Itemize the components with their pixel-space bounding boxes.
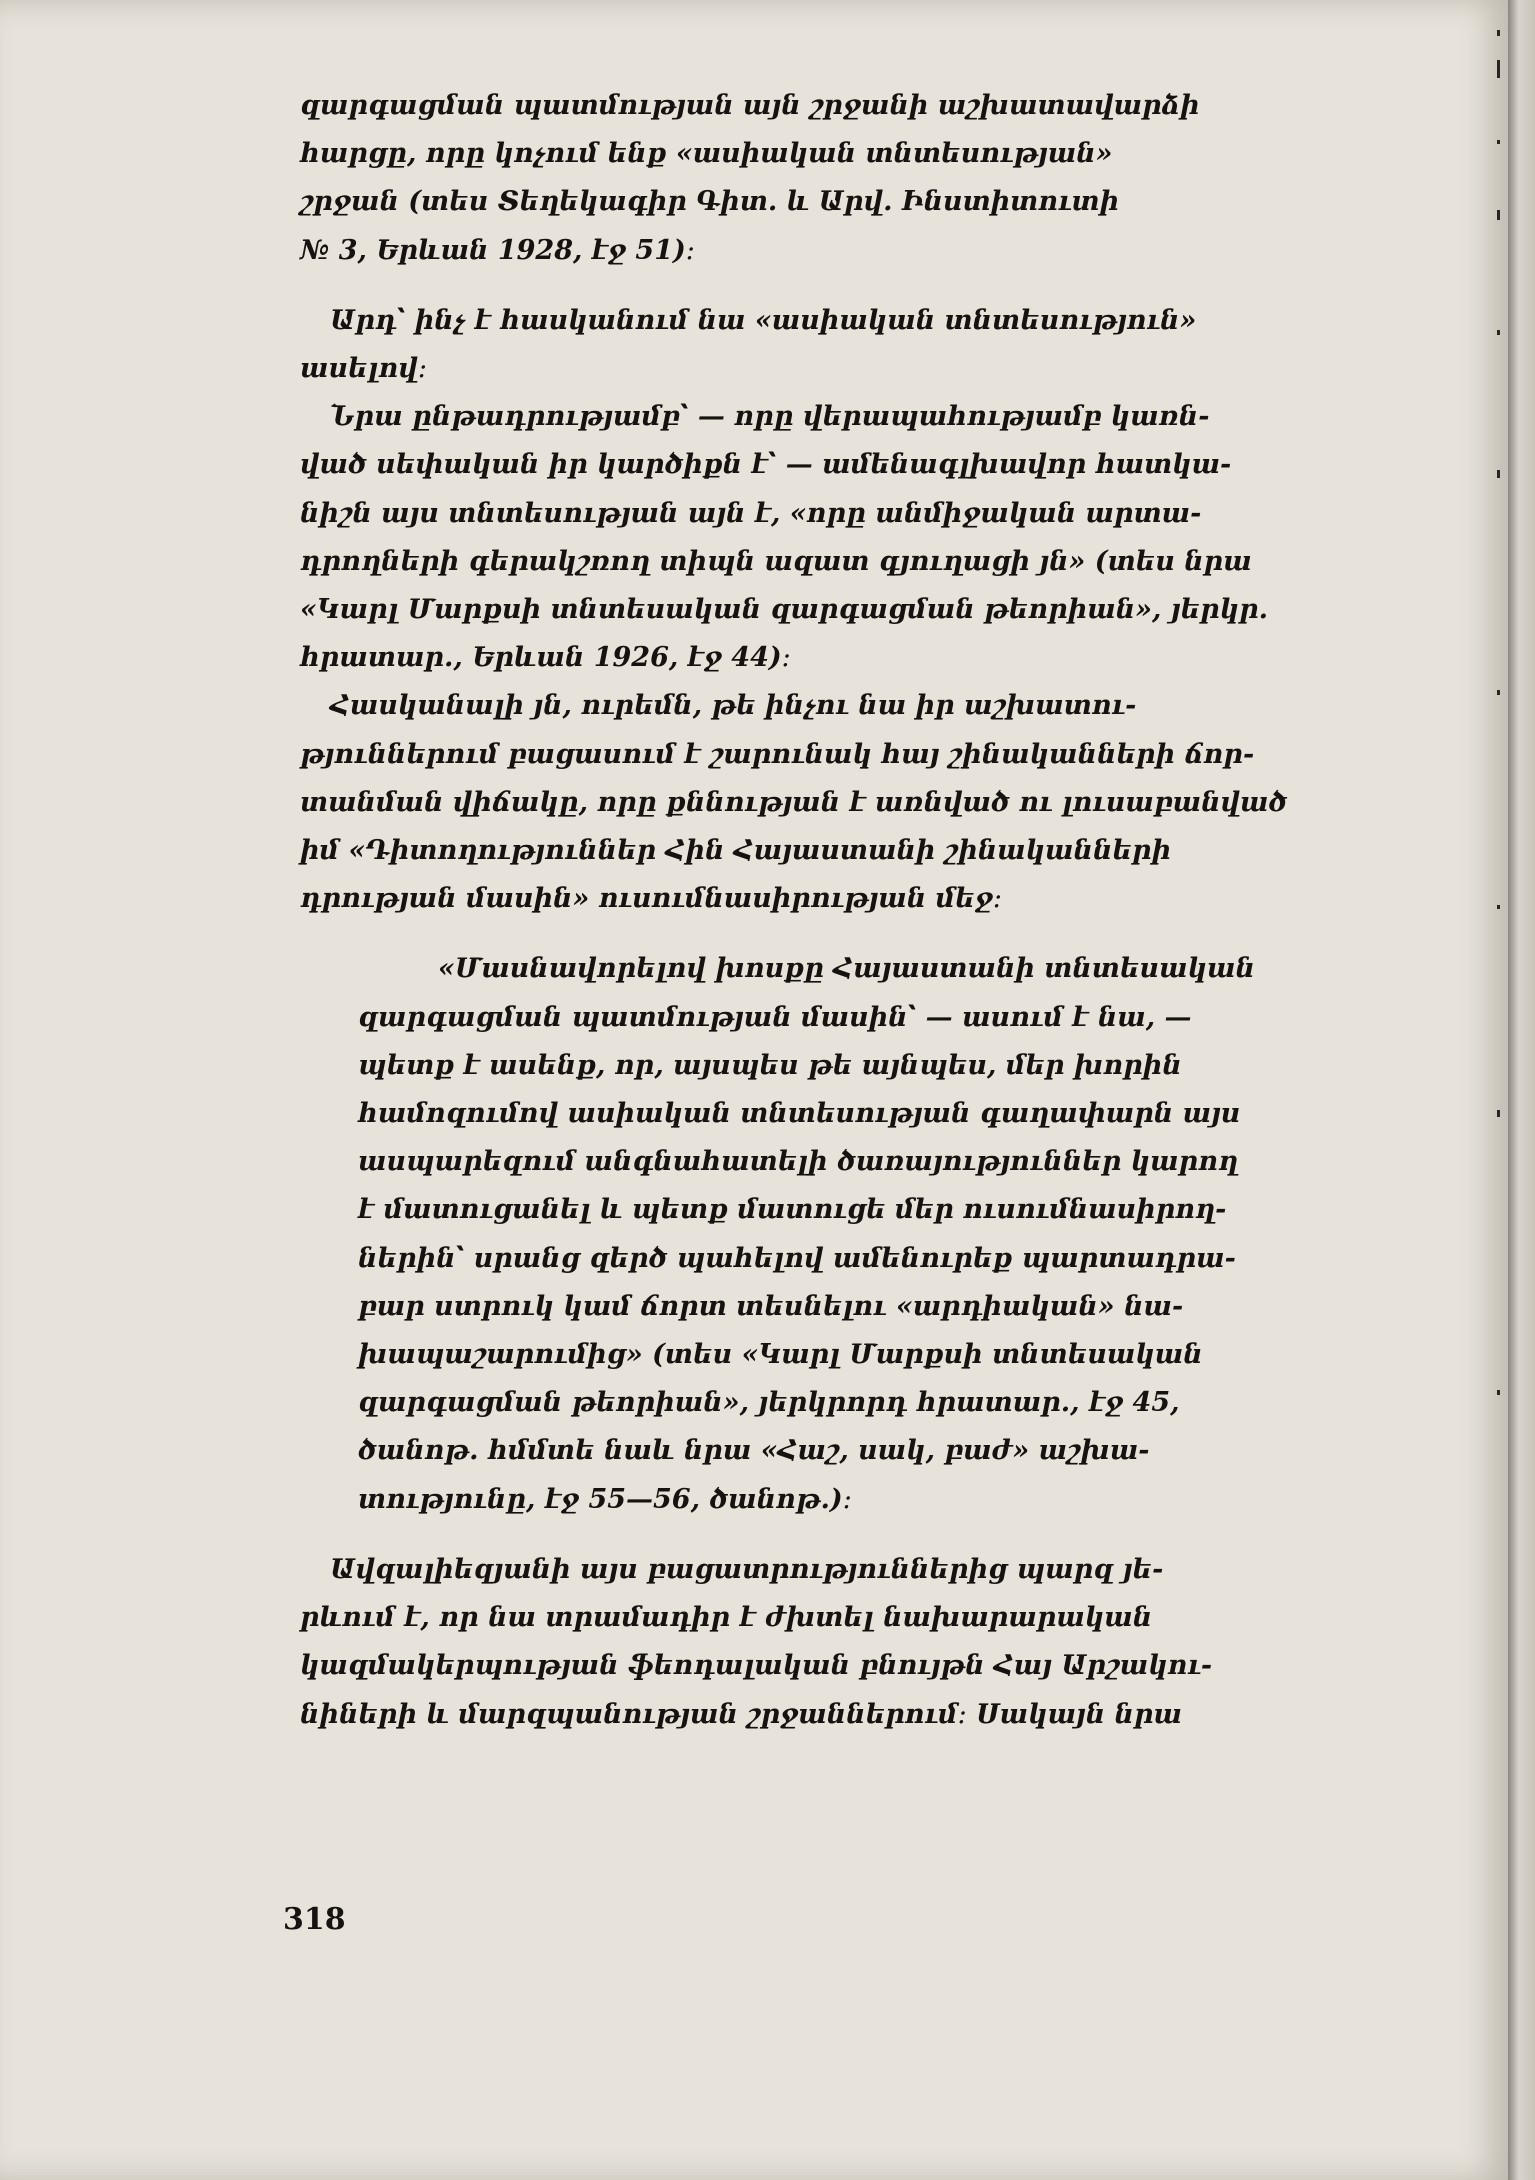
paragraph (300, 682, 1395, 923)
text-line: ներին՝ սրանց զերծ պահելով ամենուրեք պարտադրա- (358, 1242, 1236, 1274)
paragraph (300, 297, 1395, 393)
text-line: Նրա ընթադրությամբ՝ — որը վերապահությամբ կառն- (330, 401, 1210, 433)
text-line: տությունը, էջ 55—56, ծանոթ.)։ (358, 1483, 852, 1515)
text-line: խապաշարումից» (տես «Կարլ Մարքսի տնտեսական (358, 1339, 1203, 1371)
text-line: զարգացման պատմության այն շրջանի աշխատավարձի (300, 90, 1200, 121)
paragraph-continuation (300, 82, 1395, 275)
paragraph (300, 1546, 1395, 1739)
text-line: ծանոթ. հմմտե նաև նրա «Հաշ, սակ, բաժ» աշխա- (358, 1435, 1150, 1467)
text-line: № 3, Երևան 1928, էջ 51)։ (300, 234, 695, 266)
page-number: 318 (283, 1902, 346, 1937)
text-line: հարցը, որը կոչում ենք «ասիական տնտեսության» (300, 138, 1113, 170)
text-line: դրողների գերակշռող տիպն ազատ գյուղացի յն» (տես նրա (300, 545, 1252, 577)
text-line: հրատար., Երևան 1926, էջ 44)։ (300, 642, 791, 674)
text-line: զարգացման պատմության մասին՝ — ասում է նա, — (358, 1001, 1192, 1033)
text-line: «Կարլ Մարքսի տնտեսական զարգացման թեորիան», յերկր. (300, 594, 1269, 626)
text-line: դրության մասին» ուսումնասիրության մեջ։ (300, 883, 1003, 915)
text-line: շրջան (տես Տեղեկագիր Գիտ. և Արվ. Ինստիտուտի (300, 186, 1120, 218)
text-line: իմ «Դիտողություններ Հին Հայաստանի շինականների (300, 835, 1172, 867)
binding-marks (1497, 0, 1507, 2180)
text-line: թյուններում բացասում է շարունակ հայ շինականների ճոր- (300, 738, 1255, 770)
text-line: նիշն այս տնտեսության այն է, «որը անմիջական արտա- (300, 497, 1202, 529)
text-line: բար ստրուկ կամ ճորտ տեսնելու «արդիական» նա- (358, 1290, 1184, 1322)
text-line: կազմակերպության ֆեոդալական բնույթն Հայ Արշակու- (300, 1650, 1213, 1682)
text-line: րևում է, որ նա տրամադիր է ժխտել նախարարական (300, 1602, 1153, 1634)
text-line: «Մասնավորելով խոսքը Հայաստանի տնտեսական (438, 953, 1255, 985)
paragraph (300, 393, 1395, 682)
text-line: զարգացման թեորիան», յերկրորդ հրատար., էջ 45, (358, 1387, 1180, 1419)
text-line: տանման վիճակը, որը քննության է առնված ու լուսաբանված (300, 786, 1288, 818)
text-line: է մատուցանել և պետք մատուցե մեր ուսումնասիրող- (358, 1194, 1227, 1226)
page-body (300, 82, 1395, 1739)
text-line: Ավզալիեզյանի այս բացատրություններից պարզ յե- (330, 1553, 1164, 1585)
text-line: պետք է ասենք, որ, այսպես թե այնպես, մեր խորին (358, 1049, 1182, 1081)
block-quote (300, 945, 1395, 1523)
text-line: ասելով։ (300, 353, 428, 385)
text-line: համոզումով ասիական տնտեսության գաղափարն այս (358, 1098, 1241, 1130)
text-line: Արդ՝ ինչ է հասկանում նա «ասիական տնտեսություն» (330, 304, 1197, 336)
page-edge (1508, 0, 1535, 2180)
text-line: Հասկանալի յն, ուրեմն, թե ինչու նա իր աշխատու- (330, 690, 1137, 722)
text-line: ված սեփական իր կարծիքն է՝ — ամենագլխավոր հատկա- (300, 449, 1232, 481)
text-line: նիների և մարզպանության շրջաններում։ Սակայն նրա (300, 1698, 1182, 1730)
text-line: ասպարեզում անգնահատելի ծառայություններ կարող (358, 1146, 1239, 1178)
